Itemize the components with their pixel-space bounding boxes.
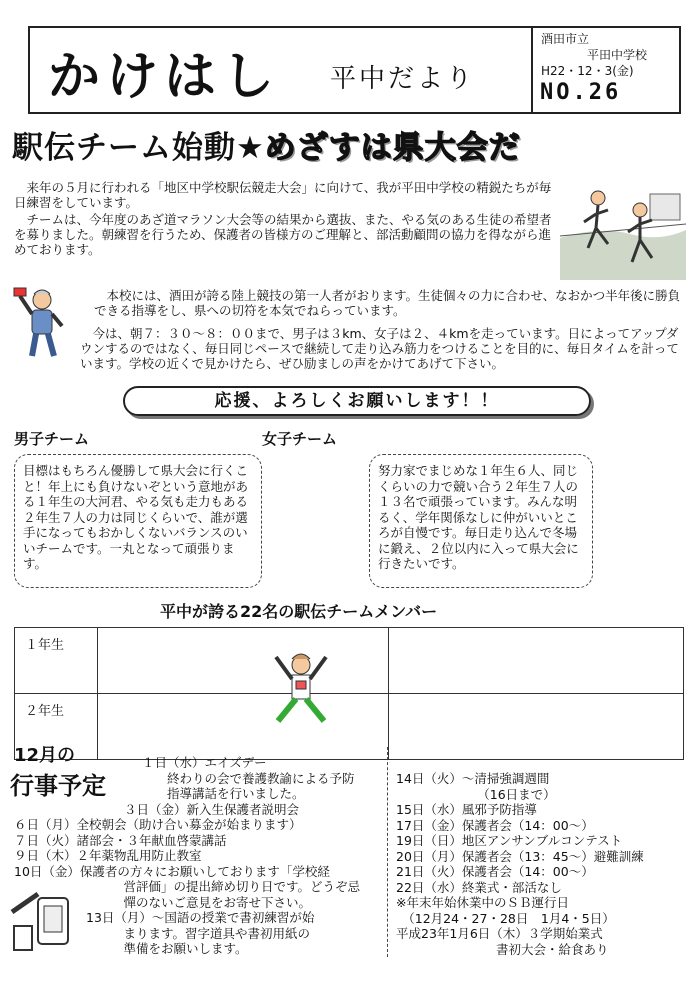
intro-paragraph: 来年の５月に行われる「地区中学校駅伝競走大会」に向けて、我が平田中学校の精鋭たちが毎日練習をしています。 [14,180,552,210]
coach-paragraph: 本校には、酒田が誇る陸上競技の第一人者がおります。生徒個々の力に合わせ、なおかつ半年後に勝負できる指導をし、県への切符を本気でねらっています。 [94,288,681,318]
coach-illustration [8,282,76,358]
boys-team-heading: 男子チーム [14,430,90,448]
list-item: ※年末年始休業中のＳＢ運行日 [396,895,569,910]
events-heading-month: 12月の [14,745,76,766]
list-item: ９日（木）２年薬物乱用防止教室 [14,848,202,863]
member-roster-table [14,627,684,760]
newsletter-subtitle: 平中だより [330,64,476,94]
cheering-runner-illustration [268,651,334,727]
list-item: 15日（水）風邪予防指導 [396,802,537,817]
list-item: ３日（金）新入生保護者説明会 [124,801,300,817]
boys-team-text: 目標はもちろん優勝して県大会に行くこと！年上にも負けないぞという意地がある１年生の大河君、やる気も走力もある２年生７人の力は同じくらいで、誰が選手になってもおかしくないバランスのいいチームです。一丸となって頑張ります。 [23,463,249,571]
team-selection-paragraph: チームは、今年度のあざ道マラソン大会等の結果から選抜、また、やる気のある生徒の希望者を募りました。朝練習を行うため、保護者の皆様方のご理解と、部活動顧問の協力を得ながら進めております。 [14,212,552,257]
issue-number: NO.26 [540,80,622,105]
list-item: 19日（日）地区アンサンブルコンテスト [396,833,623,848]
school-city: 酒田市立 [541,32,590,46]
list-item: 指導講話を行いました。 [142,786,305,801]
list-item: 準備をお願いします。 [86,941,248,956]
members-title: 平中が誇る22名の駅伝チームメンバー [160,602,438,621]
headline-part1: 駅伝チーム始動★ [12,130,265,166]
stationery-illustration [8,886,78,956]
newsletter-title: かけはし [48,46,281,107]
girls-team-box [369,454,593,588]
list-item: 21日（火）保護者会（14：00～） [396,864,594,879]
list-item: 13日（月）～国語の授業で書初練習が始 [86,910,315,925]
list-item: ６日（月）全校朝会（助け合い募金が始まります） [14,817,302,832]
list-item: ７日（火）諸部会・３年献血啓蒙講話 [14,832,227,848]
list-item: 終わりの会で養護教諭による予防 [142,770,355,786]
school-name: 平田中学校 [587,48,648,62]
headline-part2: めざすは県大会だ [264,130,521,166]
table-row [15,628,684,694]
practice-paragraph: 今は、朝７：３０～８：００まで、男子は３km、女子は２、４kmを走っています。日によってアップダウンするのではなく、毎日同じペースで継続して走り込み筋力をつけることを目的に、毎日タイムを計っています。学校の近くで見かけたら、ぜひ励ましの声をかけてあげて下さい。 [80,326,679,371]
table-row [15,694,684,760]
runners-illustration [560,176,686,280]
roster-cell [389,694,684,760]
roster-cell [98,628,389,694]
list-item: 憚のないご意見をお寄せ下さい。 [86,894,312,910]
list-item: （16日まで） [396,786,556,802]
grade-label-1: １年生 [15,628,98,694]
support-banner: 応援、よろしくお願いします！！ [123,386,591,416]
list-item: 20日（月）保護者会（13：45～）避難訓練 [396,848,644,864]
list-item: １日（水）エイズデー [142,755,267,770]
girls-team-heading: 女子チーム [262,430,338,448]
list-item: 17日（金）保護者会（14：00～） [396,817,594,833]
list-item: 22日（水）終業式・部活なし [396,879,562,895]
list-item: 営評価」の提出締め切り日です。どうぞ忌 [86,879,361,894]
events-right-list [396,771,696,957]
list-item: 平成23年1月6日（木）３学期始業式 [396,926,603,941]
boys-team-box [14,454,262,588]
roster-cell [98,694,389,760]
list-item: （12月24・27・28日 1月4・5日） [396,910,615,926]
events-heading: 行事予定 [10,772,106,800]
events-divider [387,747,388,957]
roster-cell [389,628,684,694]
list-item: まります。習字道具や書初用紙の [86,925,311,941]
list-item: 書初大会・給食あり [396,941,609,957]
girls-team-text: 努力家でまじめな１年生６人、同じくらいの力で競い合う２年生７人の１３名で頑張っています。みんな明るく、学年関係なしに仲がいいところが自慢です。毎日走り込んで冬場に鍛え、２位以内に入って県大会に行きたいです。 [378,463,579,571]
headline [12,122,521,167]
list-item: 10日（金）保護者の方々にお願いしております「学校経 [14,863,330,879]
grade-label-2: ２年生 [15,694,98,760]
issue-date: H22・12・3(金) [541,64,634,78]
list-item: 14日（火）～清掃強調週間 [396,771,550,786]
